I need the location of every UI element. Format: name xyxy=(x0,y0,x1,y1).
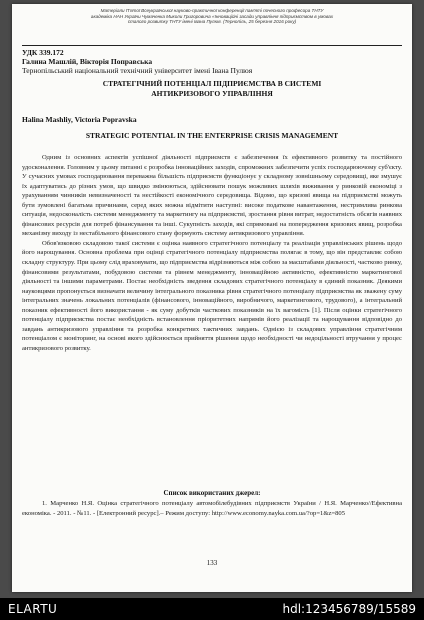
authors-ukrainian: Галина Машлій, Вікторія Поправська xyxy=(22,57,153,66)
header-divider xyxy=(22,45,402,46)
body-paragraph: Одним із основних аспектів успішної діяльності підприємств є забезпечення їх ефективного розвитку та постійного удосконалення. Головним у цьому питанні є розробка інноваційних заходів, спроможних забезпечити успіх господарюючому суб'єкту. У сучасних умовах господарювання переважна більшість підприємств функціонує у складному зовнішньому середовищі, яке змушує їх адаптуватись до різних умов, що швидко змінюються, здійснювати пошук можливих шляхів виживання у ринковій економіці з урахуванням чинників невизначеності та нестійкості економічного середовища. Відомо, що кризові явища на підприємстві можуть бути зумовлені багатьма причинами, серед яких можна відмітити наступні: високе податкове навантаження, нестримлива ринкова ситуація, недосконалість системи менеджменту та маркетингу на підприємстві, зростання рівня витрат, недостатність обсягів наявних фінансових ресурсів для потреб фінансування та інші. Сукупність заходів, які спрямовані на попередження кризових явищ, розробка механізму виходу із нестабільного фінансового стану формують систему антикризового управління. xyxy=(22,154,402,238)
handle-id: hdl:123456789/15589 xyxy=(282,602,416,616)
references-heading: Список використаних джерел: xyxy=(163,489,261,497)
header-line: академіка НАН України Чумаченка Миколи Григоровича «Інноваційні засади управління підприємством в умовах xyxy=(90,13,334,19)
title-line: АНТИКРИЗОВОГО УПРАВЛІННЯ xyxy=(151,89,273,98)
article-body xyxy=(22,153,402,353)
document-page xyxy=(12,4,412,592)
title-ukrainian xyxy=(52,79,372,99)
authors-english: Halina Mashliy, Victoria Popravska xyxy=(22,115,137,124)
reference-item: 1. Марченко Н.Я. Оцінка стратегічного потенціалу автомобілебудівних підприємств України / Н.Я. Марченко//Ефективна економіка. - 2011. - №11. - [Електронний ресурс].– Режим доступу: http://www.economy.nayka.com.ua/?op=1&z=805 xyxy=(22,500,402,517)
body-paragraph: Обов'язковою складовою такої системи є оцінка наявного стратегічного потенціалу та реалізація управлінських рішень щодо його нарощування. Основна проблема при оцінці стратегічного потенціалу підприємства полягає в тому, що він представляє собою складну структуру. При цьому слід враховувати, що підприємства відрізняються між собою за масштабами діяльності, частково ринку, фінансовими результатами, побудовою системи та рівнем менеджменту, інноваційною активністю, ефективністю маркетингової діяльності та іншими параметрами. Постає необхідність зведення складових стратегічного потенціалу в єдиний показник. Деякими науковцями пропонується визначати величину інтегрального показника рівня стратегічного потенціалу підприємства як зважену суму інтегральних значень локальних потенціалів (фінансового, інноваційного, виробничого, маркетингового, трудового), а інтегральний показник ефективності його використання - як суму добутків часткових показників на їх вагомість [1]. Після оцінки стратегічного потенціалу підприємства постає необхідність встановлення пріоритетних напрямів його реалізації та нарощування відповідно до завдань антикризового управління та розробка конкретних тактичних завдань. Однією із складових управління стратегічним потенціалом є моніторинг, на основі якого здійснюється прийняття рішення щодо необхідності чи недоцільності втручання у процес антикризового розвитку. xyxy=(22,239,402,352)
references-list xyxy=(22,499,402,518)
header-line: Матеріали П'ятої Всеукраїнської науково-практичної конференції пам'яті почесного професора ТНТУ xyxy=(100,8,324,13)
page-number: 133 xyxy=(206,559,218,567)
affiliation: Тернопільський національний технічний університет імені Івана Пулюя xyxy=(22,66,253,75)
header-line: сталого розвитку ТНТУ імені Івана Пулюя. (Тернопіль, 25 березня 2016 року) xyxy=(127,19,297,25)
title-line: СТРАТЕГІЧНИЙ ПОТЕНЦІАЛ ПІДПРИЄМСТВА В СИСТЕМІ xyxy=(102,79,322,88)
repository-name: ELARTU xyxy=(8,602,58,616)
title-english: STRATEGIC POTENTIAL IN THE ENTERPRISE CRISIS MANAGEMENT xyxy=(85,131,339,140)
conference-header xyxy=(52,8,372,25)
udk-code: УДК 339.172 xyxy=(22,48,64,57)
